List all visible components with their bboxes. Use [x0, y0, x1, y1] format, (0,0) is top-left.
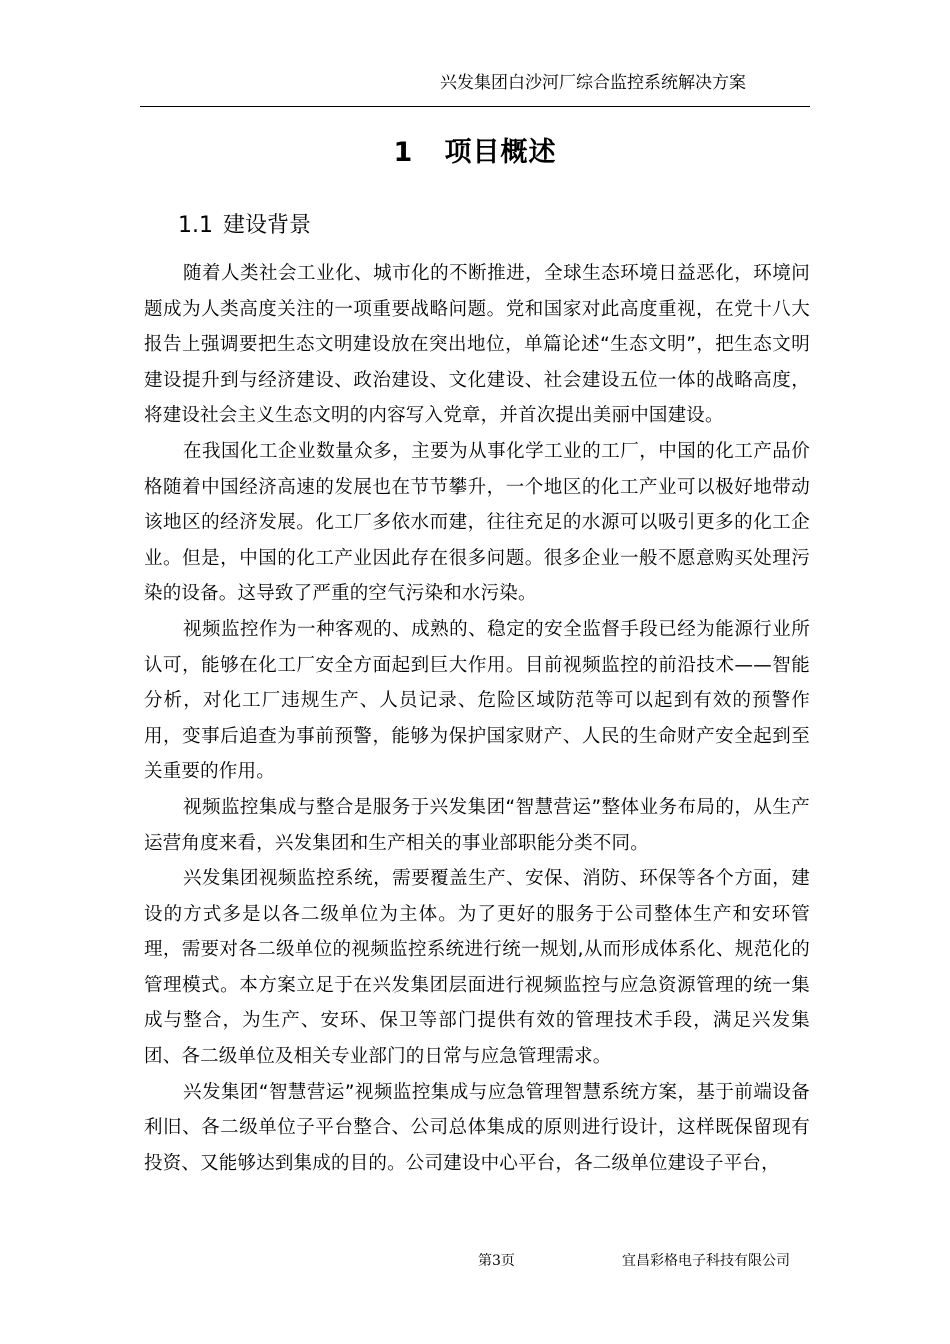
section-number: 1.1: [178, 213, 213, 238]
paragraph: 随着人类社会工业化、城市化的不断推进，全球生态环境日益恶化，环境问题成为人类高度关注的一项重要战略问题。党和国家对此高度重视，在党十八大报告上强调要把生态文明建设放在突出地位，单篇论述“生态文明”，把生态文明建设提升到与经济建设、政治建设、文化建设、社会建设五位一体的战略高度，将建设社会主义生态文明的内容写入党章，并首次提出美丽中国建设。: [144, 263, 810, 427]
paragraph: 兴发集团“智慧营运”视频监控集成与应急管理智慧系统方案，基于前端设备利旧、各二级单位子平台整合、公司总体集成的原则进行设计，这样既保留现有投资、又能够达到集成的目的。公司建设中心平台，各二级单位建设子平台，: [144, 1081, 810, 1174]
footer-company: 宜昌彩格电子科技有限公司: [622, 1253, 790, 1269]
paragraph: 兴发集团视频监控系统，需要覆盖生产、安保、消防、环保等各个方面，建设的方式多是以各二级单位为主体。为了更好的服务于公司整体生产和安环管理，需要对各二级单位的视频监控系统进行统一规划,从而形成体系化、规范化的管理模式。本方案立足于在兴发集团层面进行视频监控与应急资源管理的统一集成与整合，为生产、安环、保卫等部门提供有效的管理技术手段，满足兴发集团、各二级单位及相关专业部门的日常与应急管理需求。: [144, 868, 810, 1068]
page-number: 第3页: [478, 1253, 515, 1269]
running-header: 兴发集团白沙河厂综合监控系统解决方案: [440, 73, 746, 93]
chapter-number: 1: [393, 137, 414, 168]
paragraph: 视频监控作为一种客观的、成熟的、稳定的安全监督手段已经为能源行业所认可，能够在化工厂安全方面起到巨大作用。目前视频监控的前沿技术——智能分析，对化工厂违规生产、人员记录、危险区域防范等可以起到有效的预警作用，变事后追查为事前预警，能够为保护国家财产、人民的生命财产安全起到至关重要的作用。: [144, 618, 810, 783]
section-title: 建设背景: [223, 213, 312, 238]
chapter-heading: [0, 130, 950, 169]
chapter-title: 项目概述: [444, 137, 557, 168]
header-divider: [140, 106, 810, 107]
section-heading: [178, 208, 311, 239]
body-text: [144, 256, 810, 1181]
paragraph: 在我国化工企业数量众多，主要为从事化学工业的工厂，中国的化工产品价格随着中国经济高速的发展也在节节攀升，一个地区的化工产业可以极好地带动该地区的经济发展。化工厂多依水而建，往往充足的水源可以吸引更多的化工企业。但是，中国的化工产业因此存在很多问题。很多企业一般不愿意购买处理污染的设备。这导致了严重的空气污染和水污染。: [144, 440, 810, 605]
paragraph: 视频监控集成与整合是服务于兴发集团“智慧营运”整体业务布局的，从生产运营角度来看，兴发集团和生产相关的事业部职能分类不同。: [144, 796, 810, 854]
